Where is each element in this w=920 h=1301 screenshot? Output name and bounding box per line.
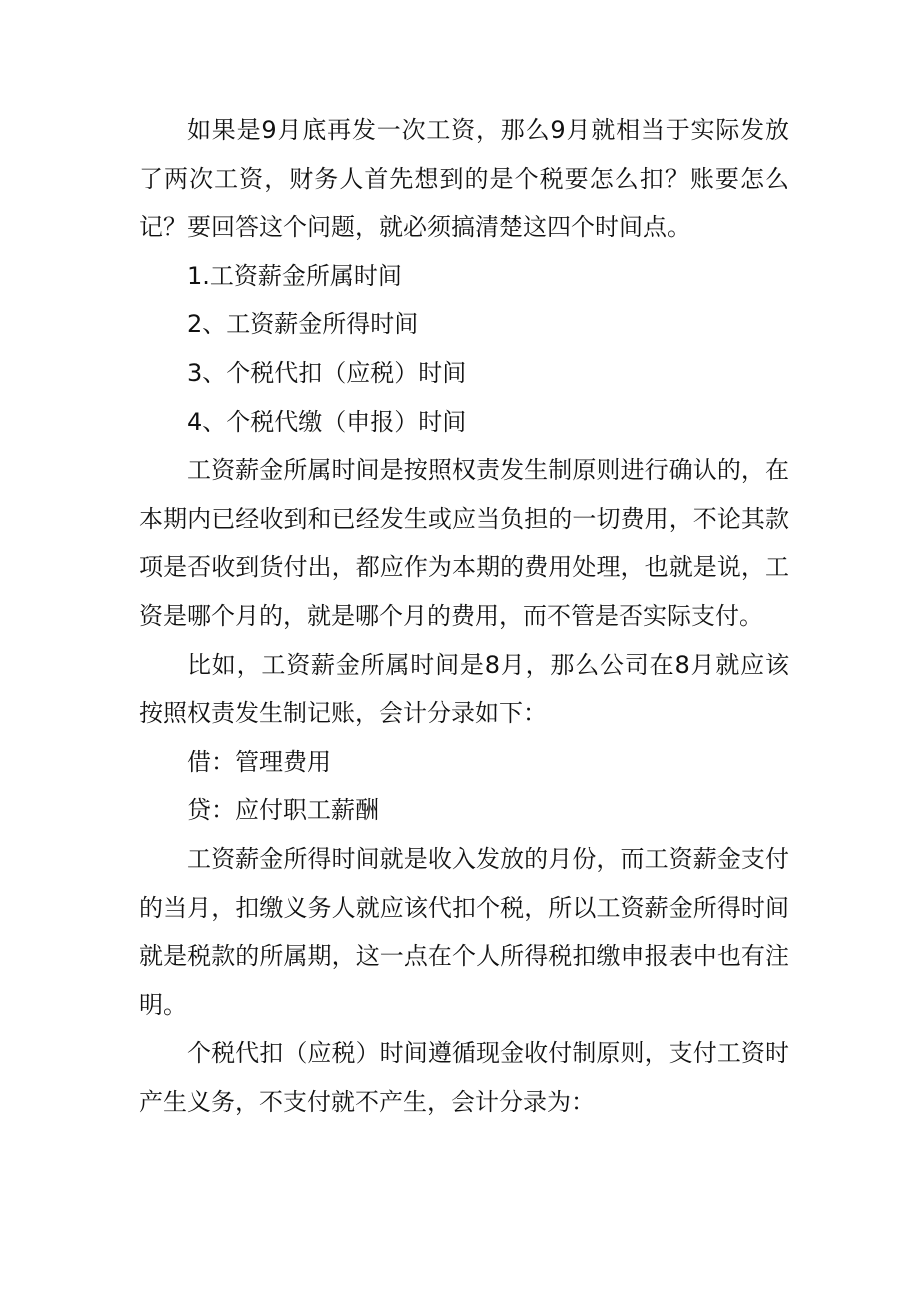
paragraph-income-time: 工资薪金所得时间就是收入发放的月份，而工资薪金支付的当月，扣缴义务人就应该代扣个税，所以工资薪金所得时间就是税款的所属期，这一点在个人所得税扣缴申报表中也有注明。 [139,844,789,1019]
list-item-time-point-3: 3、个税代扣（应税）时间 [187,358,467,387]
journal-entry-debit: 借：管理费用 [187,747,331,776]
document-body [139,106,789,1126]
paragraph-example: 比如，工资薪金所属时间是8月，那么公司在8月就应该按照权责发生制记账，会计分录如下： [139,650,789,728]
paragraph-accrual-basis: 工资薪金所属时间是按照权责发生制原则进行确认的，在本期内已经收到和已经发生或应当负担的一切费用，不论其款项是否收到货付出，都应作为本期的费用处理，也就是说，工资是哪个月的，就是哪个月的费用，而不管是否实际支付。 [139,456,789,630]
paragraph-withholding-time: 个税代扣（应税）时间遵循现金收付制原则，支付工资时产生义务，不支付就不产生，会计分录为： [139,1039,789,1116]
list-item-time-point-1: 1.工资薪金所属时间 [187,261,402,290]
paragraph-intro: 如果是9月底再发一次工资，那么9月就相当于实际发放了两次工资，财务人首先想到的是个税要怎么扣？账要怎么记？要回答这个问题，就必须搞清楚这四个时间点。 [139,116,789,242]
list-item-time-point-4: 4、个税代缴（申报）时间 [187,407,467,436]
journal-entry-credit: 贷：应付职工薪酬 [187,796,379,825]
list-item-time-point-2: 2、工资薪金所得时间 [187,310,419,339]
